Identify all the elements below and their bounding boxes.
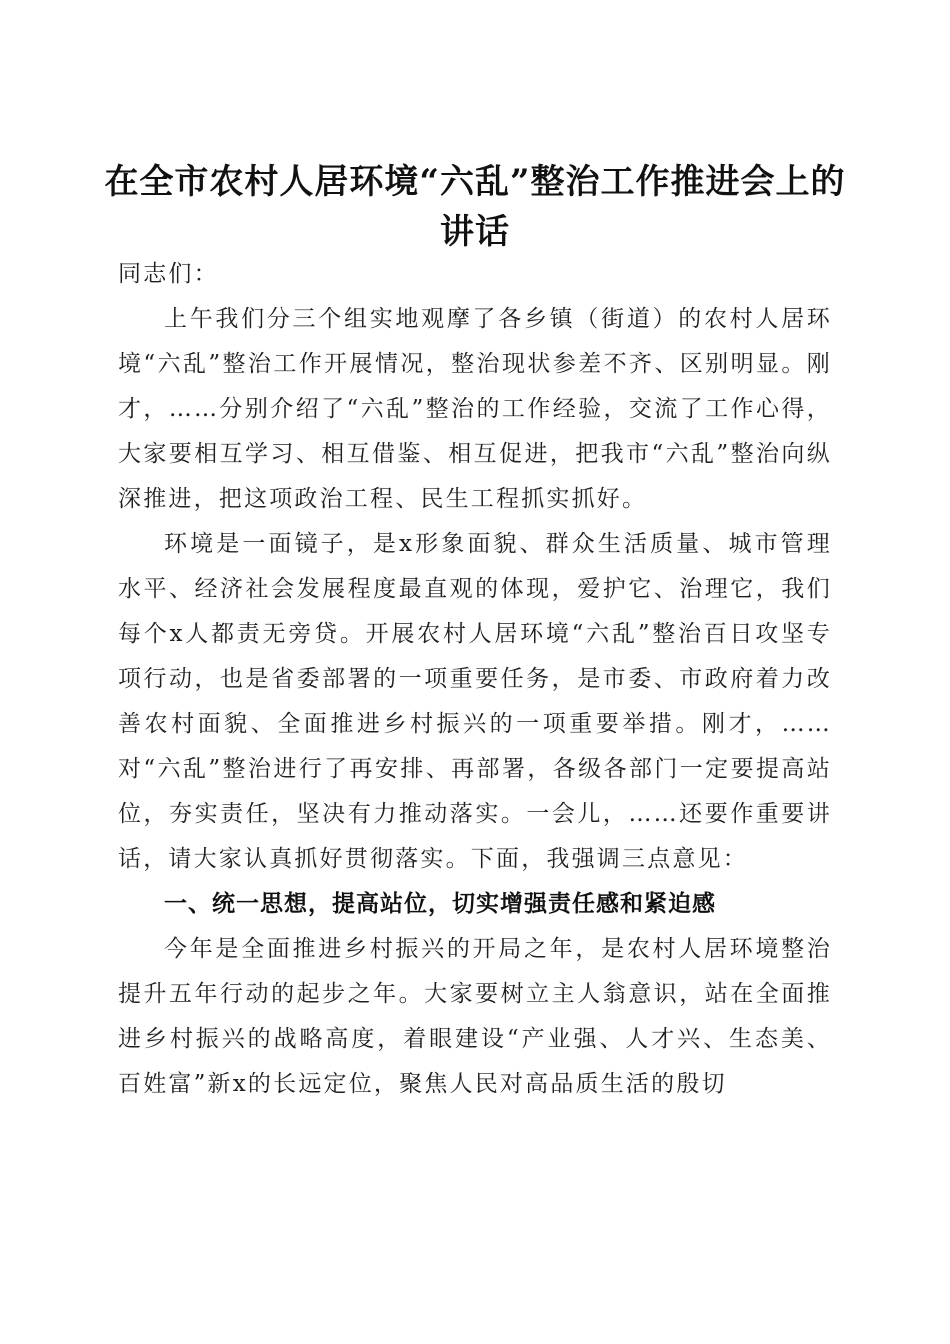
salutation: 同志们： (118, 261, 219, 287)
section-heading: 一、统一思想，提高站位，切实增强责任感和紧迫感 (164, 891, 716, 917)
document-title: 在全市农村人居环境“六乱”整治工作推进会上的讲话 (104, 161, 846, 252)
section-paragraph: 今年是全面推进乡村振兴的开局之年，是农村人居环境整治提升五年行动的起步之年。大家要树立主人翁意识，站在全面推进乡村振兴的战略高度，着眼建设“产业强、人才兴、生态美、百姓富”新x的长远定位，聚焦人民对高品质生活的殷切 (118, 936, 832, 1097)
body-paragraph: 上午我们分三个组实地观摩了各乡镇（街道）的农村人居环境“六乱”整治工作开展情况，整治现状参差不齐、区别明显。刚才，……分别介绍了“六乱”整治的工作经验，交流了工作心得，大家要相互学习、相互借鉴、相互促进，把我市“六乱”整治向纵深推进，把这项政治工程、民生工程抓实抓好。 (118, 306, 832, 512)
document-body (118, 252, 832, 1107)
body-paragraph: 环境是一面镜子，是x形象面貌、群众生活质量、城市管理水平、经济社会发展程度最直观的体现，爱护它、治理它，我们每个x人都责无旁贷。开展农村人居环境“六乱”整治百日攻坚专项行动，也是省委部署的一项重要任务，是市委、市政府着力改善农村面貌、全面推进乡村振兴的一项重要举措。刚才，……对“六乱”整治进行了再安排、再部署，各级各部门一定要提高站位，夯实责任，坚决有力推动落实。一会儿，……还要作重要讲话，请大家认真抓好贯彻落实。下面，我强调三点意见： (118, 531, 832, 872)
